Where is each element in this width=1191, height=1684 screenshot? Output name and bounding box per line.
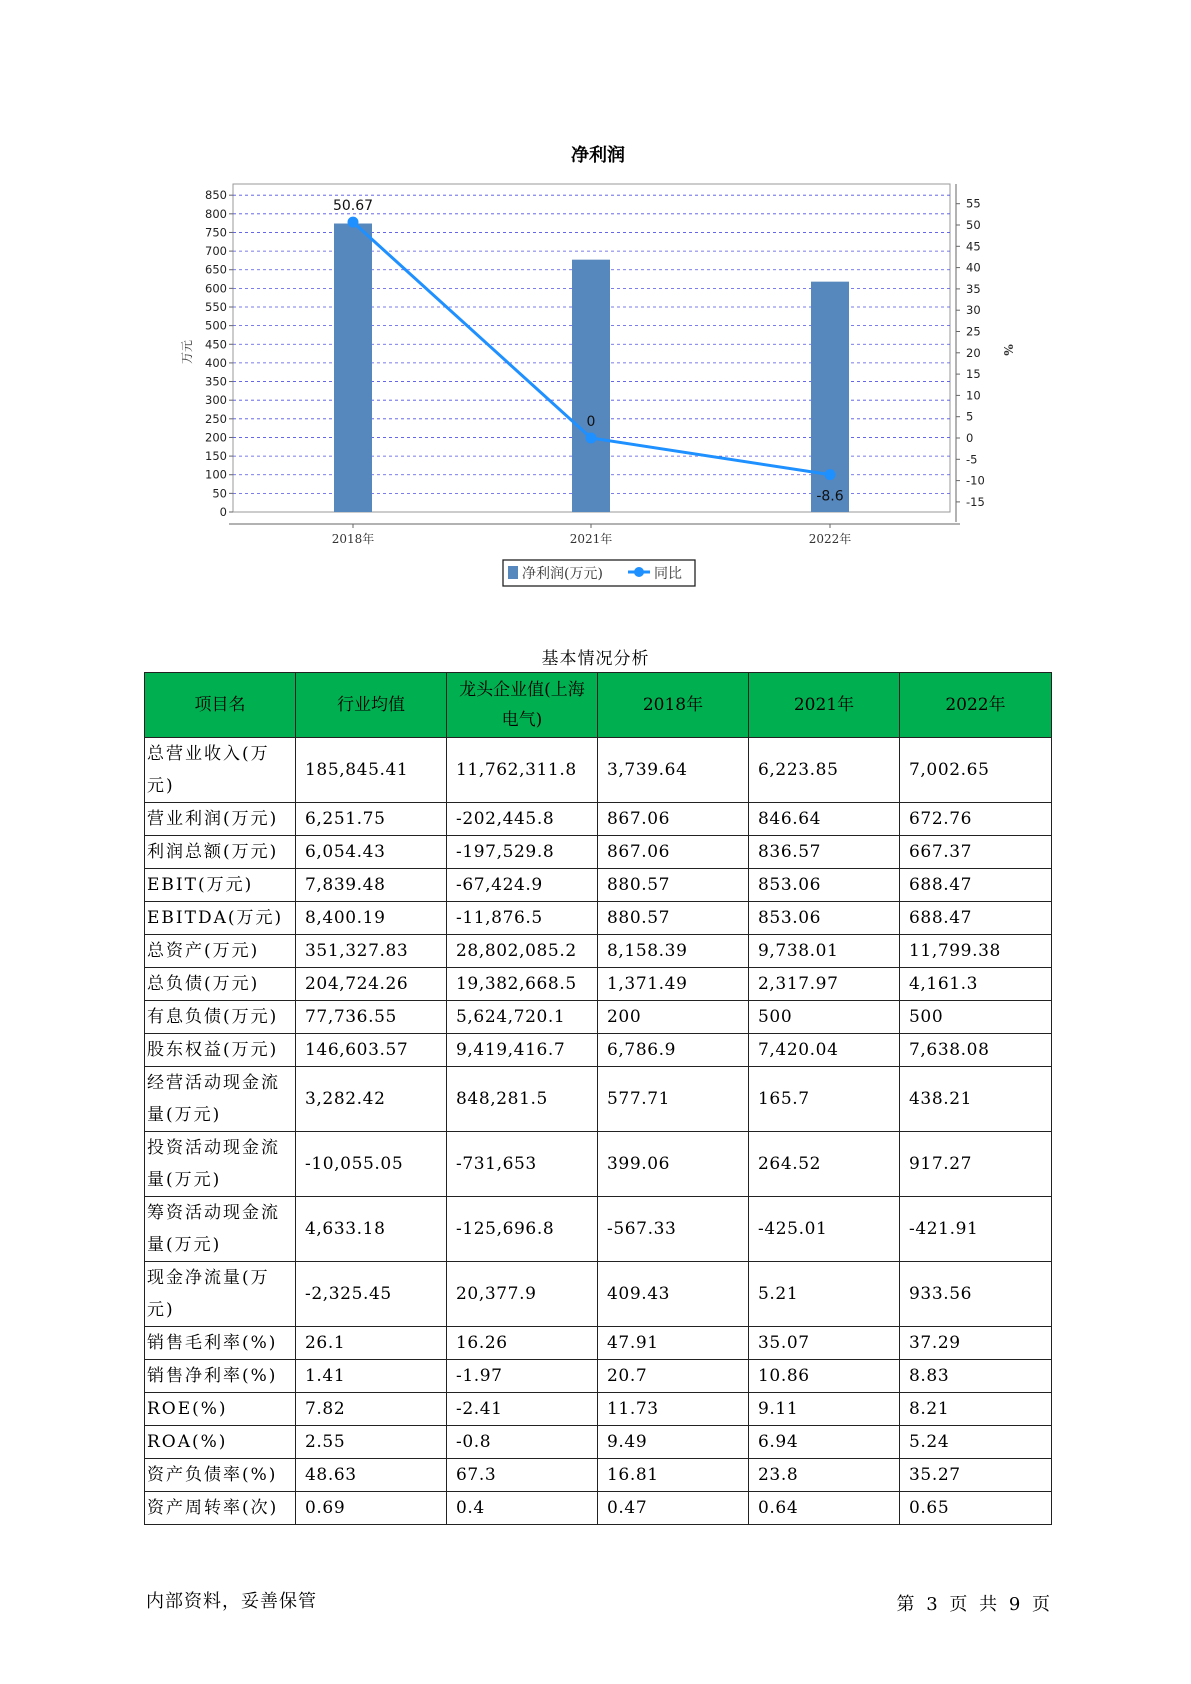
value-cell: 8.83 xyxy=(900,1360,1052,1393)
row-label-cell: 总负债(万元) xyxy=(145,968,296,1001)
y2-tick-label: 55 xyxy=(966,196,981,211)
value-cell: 853.06 xyxy=(749,902,900,935)
value-cell: 146,603.57 xyxy=(296,1034,447,1067)
table-row xyxy=(145,968,1052,1001)
value-cell: -10,055.05 xyxy=(296,1132,447,1197)
value-cell: 853.06 xyxy=(749,869,900,902)
legend-bar-label: 净利润(万元) xyxy=(522,566,603,582)
y-axis-title: 万元 xyxy=(180,339,194,365)
value-cell: 20,377.9 xyxy=(447,1262,598,1327)
value-cell: 500 xyxy=(749,1001,900,1034)
row-label-cell: 营业利润(万元) xyxy=(145,803,296,836)
value-cell: 4,633.18 xyxy=(296,1197,447,1262)
yoy-data-label: 0 xyxy=(586,414,596,430)
row-label-cell: 总资产(万元) xyxy=(145,935,296,968)
value-cell: 6,054.43 xyxy=(296,836,447,869)
yoy-data-label: 50.67 xyxy=(332,198,374,215)
table-row xyxy=(145,1001,1052,1034)
row-label-cell: 经营活动现金流量(万元) xyxy=(145,1067,296,1132)
x-tick-label: 2022年 xyxy=(808,532,852,546)
row-label-cell: 投资活动现金流量(万元) xyxy=(145,1132,296,1197)
header-2021: 2021年 xyxy=(749,673,900,738)
y-tick-label: 150 xyxy=(205,449,227,464)
value-cell: 67.3 xyxy=(447,1459,598,1492)
value-cell: 35.27 xyxy=(900,1459,1052,1492)
value-cell: 7,638.08 xyxy=(900,1034,1052,1067)
row-label-cell: 筹资活动现金流量(万元) xyxy=(145,1197,296,1262)
basic-analysis-table xyxy=(144,672,1052,1525)
y-tick-label: 800 xyxy=(205,206,227,221)
y2-tick-label: 15 xyxy=(966,367,981,382)
y-tick-label: 350 xyxy=(205,374,227,389)
value-cell: 28,802,085.2 xyxy=(447,935,598,968)
value-cell: 4,161.3 xyxy=(900,968,1052,1001)
table-row xyxy=(145,738,1052,803)
value-cell: 204,724.26 xyxy=(296,968,447,1001)
row-label-cell: 现金净流量(万元) xyxy=(145,1262,296,1327)
value-cell: 688.47 xyxy=(900,902,1052,935)
value-cell: 8,158.39 xyxy=(598,935,749,968)
row-label-cell: 销售净利率(%) xyxy=(145,1360,296,1393)
y-tick-label: 250 xyxy=(205,411,227,426)
value-cell: 577.71 xyxy=(598,1067,749,1132)
value-cell: 20.7 xyxy=(598,1360,749,1393)
table-row xyxy=(145,1327,1052,1360)
value-cell: 11,762,311.8 xyxy=(447,738,598,803)
row-label-cell: 股东权益(万元) xyxy=(145,1034,296,1067)
y-tick-label: 650 xyxy=(205,262,227,277)
y2-tick-label: 30 xyxy=(966,303,981,318)
footer-confidential-note: 内部资料，妥善保管 xyxy=(146,1591,317,1612)
table-row xyxy=(145,1262,1052,1327)
value-cell: 5.21 xyxy=(749,1262,900,1327)
value-cell: 9,738.01 xyxy=(749,935,900,968)
value-cell: 0.69 xyxy=(296,1492,447,1525)
value-cell: 1,371.49 xyxy=(598,968,749,1001)
value-cell: 8,400.19 xyxy=(296,902,447,935)
table-row xyxy=(145,1360,1052,1393)
row-label-cell: 总营业收入(万元) xyxy=(145,738,296,803)
row-label-cell: EBITDA(万元) xyxy=(145,902,296,935)
value-cell: 264.52 xyxy=(749,1132,900,1197)
value-cell: -11,876.5 xyxy=(447,902,598,935)
value-cell: -0.8 xyxy=(447,1426,598,1459)
y2-tick-label: 25 xyxy=(966,324,981,339)
value-cell: 2.55 xyxy=(296,1426,447,1459)
value-cell: 7.82 xyxy=(296,1393,447,1426)
header-leader-value: 龙头企业值(上海电气) xyxy=(447,673,598,738)
table-row xyxy=(145,1426,1052,1459)
value-cell: -197,529.8 xyxy=(447,836,598,869)
chart-title: 净利润 xyxy=(571,145,625,166)
table-row xyxy=(145,1459,1052,1492)
row-label-cell: 资产负债率(%) xyxy=(145,1459,296,1492)
value-cell: 399.06 xyxy=(598,1132,749,1197)
value-cell: -67,424.9 xyxy=(447,869,598,902)
y-tick-label: 450 xyxy=(205,337,227,352)
value-cell: 0.64 xyxy=(749,1492,900,1525)
y-tick-label: 50 xyxy=(212,486,227,501)
y-tick-label: 0 xyxy=(219,505,227,519)
x-tick-label: 2018年 xyxy=(331,532,375,546)
table-row xyxy=(145,1132,1052,1197)
value-cell: 2,317.97 xyxy=(749,968,900,1001)
y-tick-label: 500 xyxy=(205,318,227,333)
value-cell: -731,653 xyxy=(447,1132,598,1197)
header-industry-avg: 行业均值 xyxy=(296,673,447,738)
value-cell: 37.29 xyxy=(900,1327,1052,1360)
table-row xyxy=(145,902,1052,935)
table-row xyxy=(145,1492,1052,1525)
row-label-cell: EBIT(万元) xyxy=(145,869,296,902)
yoy-point xyxy=(348,217,359,228)
value-cell: 836.57 xyxy=(749,836,900,869)
value-cell: 47.91 xyxy=(598,1327,749,1360)
value-cell: 35.07 xyxy=(749,1327,900,1360)
value-cell: 933.56 xyxy=(900,1262,1052,1327)
value-cell: 19,382,668.5 xyxy=(447,968,598,1001)
value-cell: 11.73 xyxy=(598,1393,749,1426)
legend-line-label: 同比 xyxy=(654,566,682,582)
row-label-cell: ROA(%) xyxy=(145,1426,296,1459)
value-cell: 5,624,720.1 xyxy=(447,1001,598,1034)
legend-line-marker xyxy=(634,567,644,577)
value-cell: 848,281.5 xyxy=(447,1067,598,1132)
value-cell: 0.65 xyxy=(900,1492,1052,1525)
row-label-cell: ROE(%) xyxy=(145,1393,296,1426)
value-cell: 9.11 xyxy=(749,1393,900,1426)
y-tick-label: 600 xyxy=(205,281,227,296)
value-cell: 867.06 xyxy=(598,836,749,869)
row-label-cell: 销售毛利率(%) xyxy=(145,1327,296,1360)
value-cell: 7,839.48 xyxy=(296,869,447,902)
value-cell: 5.24 xyxy=(900,1426,1052,1459)
value-cell: 672.76 xyxy=(900,803,1052,836)
y2-tick-label: 5 xyxy=(966,409,974,424)
footer-page-number: 第 3 页 共 9 页 xyxy=(896,1594,1051,1615)
value-cell: 9.49 xyxy=(598,1426,749,1459)
value-cell: 351,327.83 xyxy=(296,935,447,968)
value-cell: 438.21 xyxy=(900,1067,1052,1132)
value-cell: 7,002.65 xyxy=(900,738,1052,803)
y-tick-label: 100 xyxy=(205,467,227,482)
value-cell: 688.47 xyxy=(900,869,1052,902)
table-body xyxy=(145,738,1052,1525)
table-row xyxy=(145,1393,1052,1426)
value-cell: 165.7 xyxy=(749,1067,900,1132)
y-tick-label: 400 xyxy=(205,355,227,370)
y2-tick-label: 20 xyxy=(966,345,981,360)
table-row xyxy=(145,935,1052,968)
value-cell: -425.01 xyxy=(749,1197,900,1262)
value-cell: 0.4 xyxy=(447,1492,598,1525)
table-row xyxy=(145,1197,1052,1262)
y2-tick-label: 35 xyxy=(966,281,981,296)
header-2022: 2022年 xyxy=(900,673,1052,738)
value-cell: 16.81 xyxy=(598,1459,749,1492)
y2-axis-title: % xyxy=(1001,344,1015,356)
value-cell: -202,445.8 xyxy=(447,803,598,836)
value-cell: 500 xyxy=(900,1001,1052,1034)
legend-bar-swatch xyxy=(508,566,518,579)
table-header-row xyxy=(145,673,1052,738)
value-cell: -567.33 xyxy=(598,1197,749,1262)
value-cell: 16.26 xyxy=(447,1327,598,1360)
y2-tick-label: 0 xyxy=(966,431,974,445)
net-profit-chart xyxy=(0,0,1191,600)
y2-tick-label: 45 xyxy=(966,239,981,254)
y2-tick-label: 10 xyxy=(966,388,981,403)
yoy-point xyxy=(586,433,597,444)
value-cell: 10.86 xyxy=(749,1360,900,1393)
y-tick-label: 300 xyxy=(205,393,227,408)
value-cell: 880.57 xyxy=(598,902,749,935)
value-cell: 846.64 xyxy=(749,803,900,836)
header-item-name: 项目名 xyxy=(145,673,296,738)
y-tick-label: 700 xyxy=(205,244,227,259)
value-cell: 48.63 xyxy=(296,1459,447,1492)
row-label-cell: 利润总额(万元) xyxy=(145,836,296,869)
value-cell: 26.1 xyxy=(296,1327,447,1360)
table-row xyxy=(145,869,1052,902)
value-cell: 880.57 xyxy=(598,869,749,902)
value-cell: 867.06 xyxy=(598,803,749,836)
chart-legend xyxy=(503,560,695,586)
y-tick-label: 750 xyxy=(205,225,227,240)
value-cell: 1.41 xyxy=(296,1360,447,1393)
value-cell: 185,845.41 xyxy=(296,738,447,803)
bar-2018年 xyxy=(334,224,372,512)
y2-tick-label: -10 xyxy=(966,473,985,488)
value-cell: 6.94 xyxy=(749,1426,900,1459)
table-caption: 基本情况分析 xyxy=(541,649,650,669)
value-cell: 23.8 xyxy=(749,1459,900,1492)
row-label-cell: 资产周转率(次) xyxy=(145,1492,296,1525)
value-cell: 200 xyxy=(598,1001,749,1034)
value-cell: 77,736.55 xyxy=(296,1001,447,1034)
y-tick-label: 200 xyxy=(205,430,227,445)
value-cell: 6,786.9 xyxy=(598,1034,749,1067)
value-cell: -2,325.45 xyxy=(296,1262,447,1327)
header-2018: 2018年 xyxy=(598,673,749,738)
yoy-point xyxy=(825,469,836,480)
y2-tick-label: 50 xyxy=(966,218,981,232)
plot-area xyxy=(205,184,985,546)
value-cell: 0.47 xyxy=(598,1492,749,1525)
y-tick-label: 550 xyxy=(205,300,227,314)
value-cell: 6,251.75 xyxy=(296,803,447,836)
value-cell: 3,282.42 xyxy=(296,1067,447,1132)
value-cell: 11,799.38 xyxy=(900,935,1052,968)
bar-2021年 xyxy=(572,260,610,512)
table-row xyxy=(145,836,1052,869)
value-cell: 917.27 xyxy=(900,1132,1052,1197)
yoy-data-label: -8.6 xyxy=(816,488,844,505)
y2-tick-label: 40 xyxy=(966,260,981,275)
value-cell: 3,739.64 xyxy=(598,738,749,803)
y2-tick-label: -15 xyxy=(966,494,985,509)
value-cell: 667.37 xyxy=(900,836,1052,869)
value-cell: -125,696.8 xyxy=(447,1197,598,1262)
x-tick-label: 2021年 xyxy=(569,532,613,546)
value-cell: -1.97 xyxy=(447,1360,598,1393)
y-tick-label: 850 xyxy=(205,188,227,203)
row-label-cell: 有息负债(万元) xyxy=(145,1001,296,1034)
value-cell: 8.21 xyxy=(900,1393,1052,1426)
value-cell: 9,419,416.7 xyxy=(447,1034,598,1067)
value-cell: 7,420.04 xyxy=(749,1034,900,1067)
value-cell: 409.43 xyxy=(598,1262,749,1327)
value-cell: -2.41 xyxy=(447,1393,598,1426)
value-cell: 6,223.85 xyxy=(749,738,900,803)
table-row xyxy=(145,1067,1052,1132)
value-cell: -421.91 xyxy=(900,1197,1052,1262)
y2-tick-label: -5 xyxy=(966,452,978,467)
table-row xyxy=(145,1034,1052,1067)
table-row xyxy=(145,803,1052,836)
